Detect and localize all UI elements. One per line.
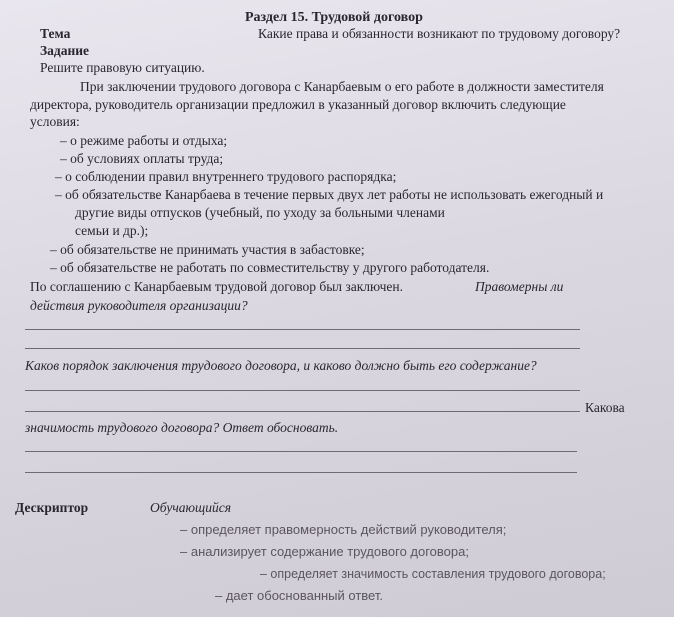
question-1-part-2: действия руководителя организации? [30, 298, 248, 313]
instruction-text: Решите правовую ситуацию. [40, 60, 205, 75]
condition-item-2: – об условиях оплаты труда; [60, 151, 224, 166]
descriptor-label: Дескриптор [15, 500, 89, 515]
descriptor-item-1: – определяет правомерность действий руководителя; [180, 522, 507, 537]
answer-line-3[interactable] [25, 390, 580, 391]
topic-question: Какие права и обязанности возникают по трудовому договору? [258, 26, 621, 41]
descriptor-subject: Обучающийся [150, 500, 232, 515]
condition-item-5: – об обязательстве не принимать участия в забастовке; [50, 242, 365, 257]
condition-item-4-cont: другие виды отпусков (учебный, по уходу за больными членами [75, 205, 445, 220]
descriptor-item-3: – определяет значимость составления трудового договора; [260, 567, 606, 581]
answer-line-5[interactable] [25, 451, 577, 452]
question-1-part-1: Правомерны ли [475, 279, 564, 294]
situation-line-1: При заключении трудового договора с Канарбаевым о его работе в должности заместителя [80, 79, 604, 94]
condition-item-4: – об обязательстве Канарбаева в течение первых двух лет работы не использовать ежегодный и [55, 187, 604, 202]
section-title: Раздел 15. Трудовой договор [245, 10, 423, 25]
situation-line-3: условия: [30, 114, 80, 129]
topic-label: Тема [40, 26, 71, 41]
descriptor-item-4: – дает обоснованный ответ. [215, 588, 383, 603]
answer-line-6[interactable] [25, 472, 577, 473]
descriptor-item-2: – анализирует содержание трудового договора; [180, 544, 469, 559]
question-3-part-2: значимость трудового договора? Ответ обосновать. [25, 420, 339, 435]
question-2: Каков порядок заключения трудового договора, и каково должно быть его содержание? [25, 358, 537, 373]
condition-item-4-cont2: семьи и др.); [75, 223, 149, 238]
agreement-text: По соглашению с Канарбаевым трудовой договор был заключен. [30, 279, 403, 294]
answer-line-1[interactable] [25, 329, 580, 330]
task-label: Задание [40, 43, 90, 58]
situation-line-2: директора, руководитель организации предложил в указанный договор включить следующие [30, 97, 566, 112]
condition-item-6: – об обязательстве не работать по совместительству у другого работодателя. [50, 260, 490, 275]
condition-item-1: – о режиме работы и отдыха; [60, 133, 228, 148]
answer-line-4[interactable] [25, 411, 580, 412]
question-3-part-1: Какова [585, 400, 625, 415]
condition-item-3: – о соблюдении правил внутреннего трудового распорядка; [55, 169, 397, 184]
answer-line-2[interactable] [25, 348, 580, 349]
